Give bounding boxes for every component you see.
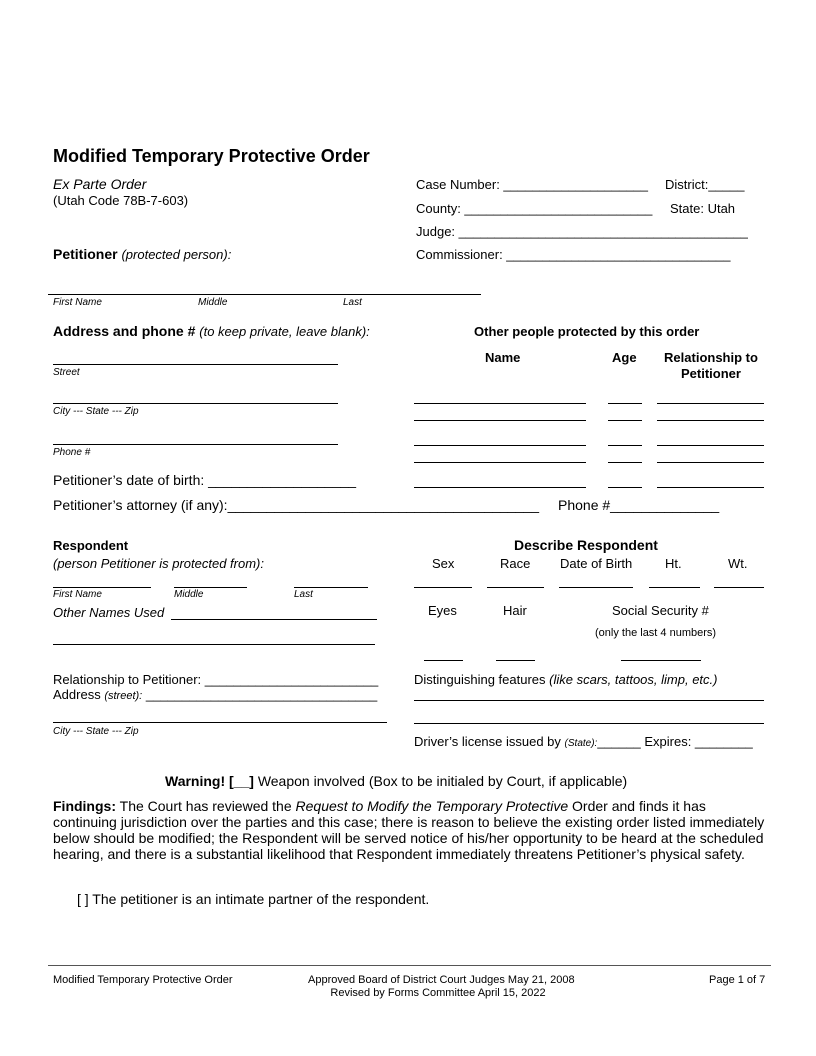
findings-text-a: The Court has reviewed the <box>119 798 292 814</box>
page-title: Modified Temporary Protective Order <box>53 146 370 166</box>
describe-race: Race <box>500 556 531 571</box>
respondent-last-caption: Last <box>294 589 313 600</box>
state-field: State: Utah <box>670 201 736 216</box>
other-names-line[interactable] <box>171 619 377 620</box>
findings-label: Findings: <box>53 798 116 814</box>
respondent-first-line[interactable] <box>53 587 151 588</box>
footer-center-1: Approved Board of District Court Judges May 21, 2008 <box>308 974 575 986</box>
hair-line[interactable] <box>496 660 535 661</box>
city-line[interactable] <box>53 403 338 404</box>
respondent-last-line[interactable] <box>294 587 368 588</box>
petitioner-attorney-field[interactable]: Petitioner’s attorney (if any):________________________________________ <box>53 497 540 513</box>
other-name-line[interactable] <box>414 445 586 446</box>
petitioner-last-caption: Last <box>343 297 362 308</box>
footer-divider <box>48 965 771 966</box>
petitioner-heading-label: Petitioner <box>53 246 118 262</box>
address-heading-label: Address and phone # <box>53 323 196 339</box>
warning-box[interactable]: Warning! [__] <box>165 773 254 789</box>
commissioner-field[interactable]: Commissioner: _______________________________ <box>416 247 731 262</box>
other-relationship-line[interactable] <box>657 403 764 404</box>
respondent-note: (person Petitioner is protected from): <box>53 556 264 571</box>
other-age-line[interactable] <box>608 487 642 488</box>
petitioner-dob-field[interactable]: Petitioner’s date of birth: ___________________ <box>53 472 357 488</box>
license-state-blank: ______ <box>597 734 641 749</box>
other-age-line[interactable] <box>608 445 642 446</box>
describe-sex: Sex <box>432 556 455 571</box>
respondent-address-blank: ________________________________ <box>145 687 378 702</box>
others-col-name: Name <box>485 350 521 365</box>
other-names-label: Other Names Used <box>53 605 165 620</box>
petitioner-heading-note: (protected person): <box>121 247 232 262</box>
address-heading <box>53 323 370 339</box>
describe-eyes: Eyes <box>428 603 457 618</box>
eyes-line[interactable] <box>424 660 463 661</box>
wt-line[interactable] <box>714 587 764 588</box>
respondent-heading: Respondent <box>53 538 129 553</box>
attorney-phone-field[interactable]: Phone #______________ <box>558 497 720 513</box>
race-line[interactable] <box>487 587 544 588</box>
other-name-line[interactable] <box>414 420 586 421</box>
respondent-middle-caption: Middle <box>174 589 204 600</box>
intimate-partner-checkbox[interactable]: [ ] The petitioner is an intimate partner of the respondent. <box>77 891 430 907</box>
other-name-line[interactable] <box>414 462 586 463</box>
phone-caption: Phone # <box>53 447 91 458</box>
city-caption: City --- State --- Zip <box>53 406 139 417</box>
features-label-text: Distinguishing features <box>414 672 546 687</box>
features-note: (like scars, tattoos, limp, etc.) <box>549 672 718 687</box>
features-label <box>414 672 717 687</box>
describe-dob: Date of Birth <box>560 556 633 571</box>
footer-page-number: Page 1 of 7 <box>709 974 766 986</box>
other-age-line[interactable] <box>608 420 642 421</box>
other-name-line[interactable] <box>414 487 586 488</box>
respondent-city-line[interactable] <box>53 722 387 723</box>
other-relationship-line[interactable] <box>657 420 764 421</box>
expires-field: Expires: ________ <box>644 734 753 749</box>
respondent-address-note: (street): <box>104 690 143 702</box>
warning-line <box>165 773 627 789</box>
license-state-label: (State): <box>564 738 598 749</box>
other-relationship-line[interactable] <box>657 445 764 446</box>
respondent-middle-line[interactable] <box>174 587 247 588</box>
street-caption: Street <box>53 367 80 378</box>
describe-heading: Describe Respondent <box>514 537 658 553</box>
describe-ssn-note: (only the last 4 numbers) <box>595 627 717 639</box>
describe-wt: Wt. <box>728 556 748 571</box>
petitioner-name-line[interactable] <box>48 294 481 295</box>
findings-paragraph <box>53 798 765 862</box>
dob-line[interactable] <box>559 587 633 588</box>
license-label: Driver’s license issued by <box>414 734 561 749</box>
case-number-field[interactable]: Case Number: ____________________ <box>416 177 649 192</box>
judge-field[interactable]: Judge: ________________________________________ <box>416 224 748 239</box>
phone-line[interactable] <box>53 444 338 445</box>
street-line[interactable] <box>53 364 338 365</box>
form-subtitle: Ex Parte Order <box>53 176 147 192</box>
form-code: (Utah Code 78B-7-603) <box>53 193 189 208</box>
others-col-age: Age <box>612 350 637 365</box>
describe-ht: Ht. <box>665 556 682 571</box>
sex-line[interactable] <box>414 587 472 588</box>
footer-center-2: Revised by Forms Committee April 15, 2022 <box>330 987 546 999</box>
findings-request: Request to Modify the Temporary Protective <box>295 798 569 814</box>
county-field[interactable]: County: __________________________ <box>416 201 653 216</box>
district-field[interactable]: District:_____ <box>665 177 745 192</box>
warning-text: Weapon involved (Box to be initialed by Court, if applicable) <box>257 773 628 789</box>
respondent-address-field[interactable] <box>53 687 377 702</box>
ht-line[interactable] <box>649 587 700 588</box>
features-line-1[interactable] <box>414 700 764 701</box>
describe-ssn: Social Security # <box>612 603 709 618</box>
other-relationship-line[interactable] <box>657 487 764 488</box>
others-heading: Other people protected by this order <box>474 324 700 339</box>
license-field[interactable] <box>414 734 753 749</box>
respondent-first-caption: First Name <box>53 589 102 600</box>
ssn-line[interactable] <box>621 660 701 661</box>
other-names-line-2[interactable] <box>53 644 375 645</box>
petitioner-heading <box>53 246 231 262</box>
petitioner-first-name-caption: First Name <box>53 297 102 308</box>
relationship-field[interactable]: Relationship to Petitioner: ________________________ <box>53 672 379 687</box>
footer-left: Modified Temporary Protective Order <box>53 974 233 986</box>
respondent-city-caption: City --- State --- Zip <box>53 726 139 737</box>
findings-text-b: Order and finds it has continuing jurisdiction over the parties and this case; there is reason to believe the existing order listed immediately below should be modified; the Respondent will be served notice of his/her opportunity to be heard at the scheduled hearing, and there is a substantial likelihood that Respondent immediately threatens Petitioner’s physical safety. <box>53 798 765 862</box>
respondent-address-label: Address <box>53 687 101 702</box>
other-name-line[interactable] <box>414 403 586 404</box>
address-heading-note: (to keep private, leave blank): <box>199 324 370 339</box>
others-col-relationship: Relationship to Petitioner <box>664 350 758 381</box>
features-line-2[interactable] <box>414 723 764 724</box>
other-age-line[interactable] <box>608 403 642 404</box>
petitioner-middle-caption: Middle <box>198 297 228 308</box>
other-age-line[interactable] <box>608 462 642 463</box>
other-relationship-line[interactable] <box>657 462 764 463</box>
describe-hair: Hair <box>503 603 527 618</box>
